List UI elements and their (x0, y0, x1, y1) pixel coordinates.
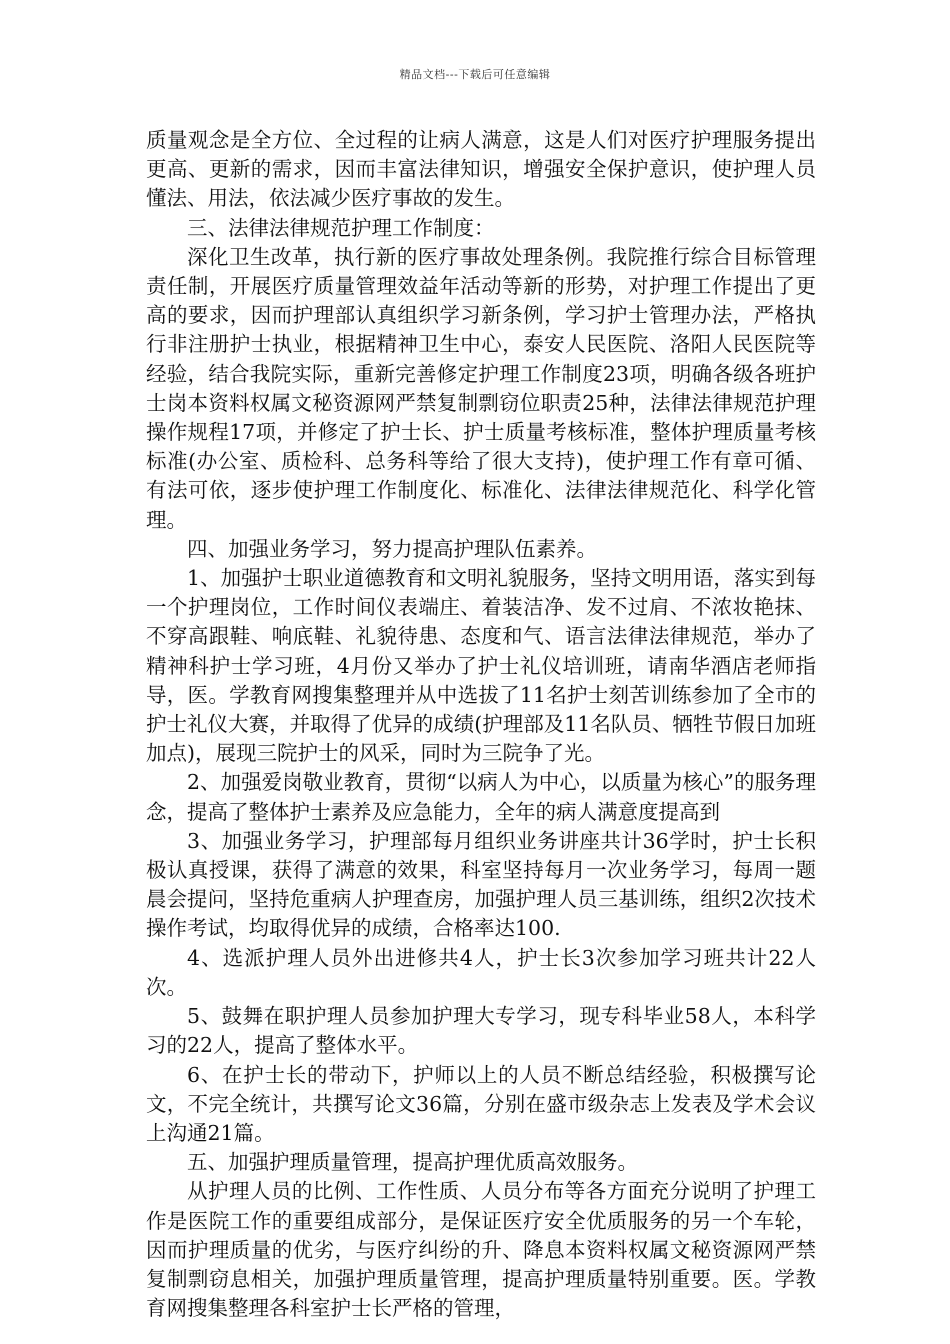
document-body (146, 126, 816, 1323)
list-item-1: 1、加强护士职业道德教育和文明礼貌服务，坚持文明用语，落实到每一个护理岗位，工作时间仪表端庄、着装洁净、发不过肩、不浓妆艳抹、不穿高跟鞋、响底鞋、礼貌待患、态度和气、语言法律法律规范，举办了精神科护士学习班，4月份又举办了护士礼仪培训班，请南华酒店老师指导，医。学教育网搜集整理并从中选拔了11名护士刻苦训练参加了全市的护士礼仪大赛，并取得了优异的成绩(护理部及11名队员、牺牲节假日加班加点)，展现三院护士的风采，同时为三院争了光。 (146, 566, 816, 766)
section-heading-4: 四、加强业务学习，努力提高护理队伍素养。 (187, 536, 597, 561)
paragraph-1: 质量观念是全方位、全过程的让病人满意，这是人们对医疗护理服务提出更高、更新的需求，因而丰富法律知识，增强安全保护意识，使护理人员懂法、用法，依法减少医疗事故的发生。 (146, 128, 816, 211)
list-item-2: 2、加强爱岗敬业教育，贯彻“以病人为中心，以质量为核心”的服务理念，提高了整体护士素养及应急能力，全年的病人满意度提高到 (146, 770, 816, 824)
paragraph-2: 深化卫生改革，执行新的医疗事故处理条例。我院推行综合目标管理责任制，开展医疗质量管理效益年活动等新的形势，对护理工作提出了更高的要求，因而护理部认真组织学习新条例，学习护士管理办法，严格执行非注册护士执业，根据精神卫生中心，泰安人民医院、洛阳人民医院等经验，结合我院实际，重新完善修定护理工作制度23项，明确各级各班护士岗本资料权属文秘资源网严禁复制剽窃位职责25种，法律法律规范护理操作规程17项，并修定了护士长、护士质量考核标准，整体护理质量考核标准(办公室、质检科、总务科等给了很大支持)，使护理工作有章可循、有法可依，逐步使护理工作制度化、标准化、法律法律规范化、科学化管理。 (146, 244, 816, 532)
list-item-6: 6、在护士长的带动下，护师以上的人员不断总结经验，积极撰写论文，不完全统计，共撰写论文36篇，分别在盛市级杂志上发表及学术会议上沟通21篇。 (146, 1062, 816, 1145)
page-header-note: 精品文档---下载后可任意编辑 (399, 68, 551, 81)
section-heading-5: 五、加强护理质量管理，提高护理优质高效服务。 (187, 1150, 638, 1175)
paragraph-3: 从护理人员的比例、工作性质、人员分布等各方面充分说明了护理工作是医院工作的重要组成部分，是保证医疗安全优质服务的另一个车轮，因而护理质量的优劣，与医疗纠纷的升、降息本资料权属文秘资源网严禁复制剽窃息相关，加强护理质量管理，提高护理质量特别重要。医。学教育网搜集整理各科室护士长严格的管理， (146, 1179, 816, 1321)
list-item-3: 3、加强业务学习，护理部每月组织业务讲座共计36学时，护士长积极认真授课，获得了满意的效果，科室坚持每月一次业务学习，每周一题晨会提问，坚持危重病人护理查房，加强护理人员三基训练，组织2次技术操作考试，均取得优异的成绩，合格率达100. (146, 828, 816, 941)
list-item-5: 5、鼓舞在职护理人员参加护理大专学习，现专科毕业58人，本科学习的22人，提高了整体水平。 (146, 1004, 816, 1058)
list-item-4: 4、选派护理人员外出进修共4人，护士长3次参加学习班共计22人次。 (146, 945, 816, 999)
section-heading-3: 三、法律法律规范护理工作制度： (187, 215, 495, 240)
